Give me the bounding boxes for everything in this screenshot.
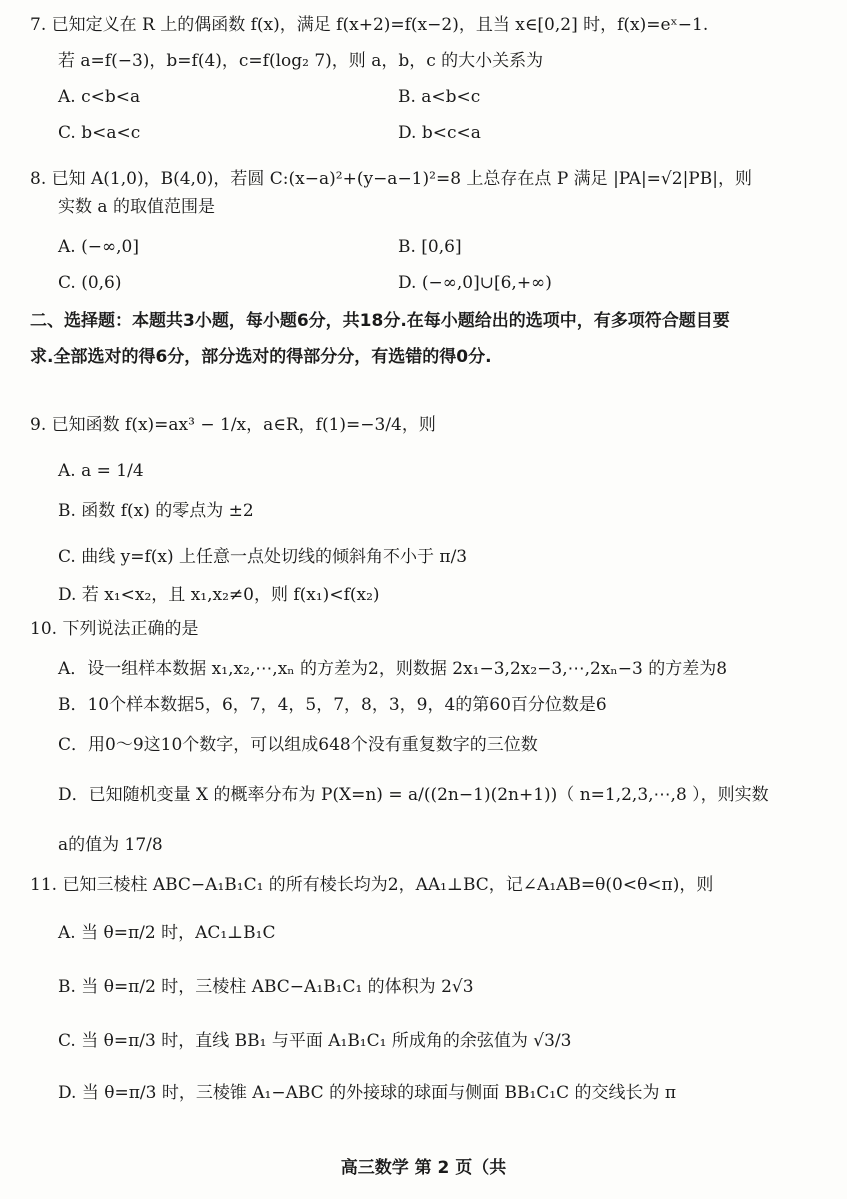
q11-stem: 11. 已知三棱柱 ABC−A₁B₁C₁ 的所有棱长均为2，AA₁⊥BC，记∠A₁AB=θ(0<θ<π)，则 (30, 875, 714, 895)
q7-stem-line1: 7. 已知定义在 R 上的偶函数 f(x)，满足 f(x+2)=f(x−2)，且当 x∈[0,2] 时，f(x)=eˣ−1. (30, 15, 709, 35)
q9-option-b: B. 函数 f(x) 的零点为 ±2 (58, 501, 254, 521)
q8-option-c: C. (0,6) (58, 273, 122, 293)
q9-option-c: C. 曲线 y=f(x) 上任意一点处切线的倾斜角不小于 π/3 (58, 547, 468, 567)
q10-stem: 10. 下列说法正确的是 (30, 619, 199, 639)
q8-option-a: A. (−∞,0] (58, 237, 139, 257)
q8-option-b: B. [0,6] (398, 237, 462, 257)
q8-stem-line1: 8. 已知 A(1,0)，B(4,0)，若圆 C:(x−a)²+(y−a−1)²=8 上总存在点 P 满足 |PA|=√2|PB|，则 (30, 169, 752, 189)
q9-option-d: D. 若 x₁<x₂，且 x₁,x₂≠0，则 f(x₁)<f(x₂) (58, 585, 380, 605)
q8-stem-line2: 实数 a 的取值范围是 (58, 197, 215, 217)
q10-option-a: A．设一组样本数据 x₁,x₂,⋯,xₙ 的方差为2，则数据 2x₁−3,2x₂−3,⋯,2xₙ−3 的方差为8 (58, 659, 728, 679)
q11-option-b: B. 当 θ=π/2 时，三棱柱 ABC−A₁B₁C₁ 的体积为 2√3 (58, 977, 474, 997)
q10-option-c: C．用0～9这10个数字，可以组成648个没有重复数字的三位数 (58, 735, 538, 755)
q9-option-a: A. a = 1/4 (58, 461, 144, 481)
q8-option-d: D. (−∞,0]∪[6,+∞) (398, 273, 552, 293)
q7-option-c: C. b<a<c (58, 123, 141, 143)
q7-option-d: D. b<c<a (398, 123, 481, 143)
q7-option-b: B. a<b<c (398, 87, 481, 107)
q7-option-a: A. c<b<a (58, 87, 141, 107)
q11-option-a: A. 当 θ=π/2 时，AC₁⊥B₁C (58, 923, 276, 943)
page-footer: 高三数学 第 2 页（共 (340, 1158, 507, 1178)
q10-option-d-line1: D．已知随机变量 X 的概率分布为 P(X=n) = a/((2n−1)(2n+1))（ n=1,2,3,⋯,8 ），则实数 (58, 785, 769, 805)
q10-option-b: B．10个样本数据5，6，7，4，5，7，8，3，9，4的第60百分位数是6 (58, 695, 607, 715)
section-2-heading-line1: 二、选择题：本题共3小题，每小题6分，共18分.在每小题给出的选项中，有多项符合题目要 (30, 311, 730, 331)
q11-option-c: C. 当 θ=π/3 时，直线 BB₁ 与平面 A₁B₁C₁ 所成角的余弦值为 √3/3 (58, 1031, 572, 1051)
q11-option-d: D. 当 θ=π/3 时，三棱锥 A₁−ABC 的外接球的球面与侧面 BB₁C₁C 的交线长为 π (58, 1083, 677, 1103)
q10-option-d-line2: a的值为 17/8 (58, 835, 163, 855)
q7-stem-line2: 若 a=f(−3)，b=f(4)，c=f(log₂ 7)，则 a，b，c 的大小关系为 (58, 51, 544, 71)
q9-stem: 9. 已知函数 f(x)=ax³ − 1/x，a∈R，f(1)=−3/4，则 (30, 415, 436, 435)
section-2-heading-line2: 求.全部选对的得6分，部分选对的得部分分，有选错的得0分. (30, 347, 492, 367)
